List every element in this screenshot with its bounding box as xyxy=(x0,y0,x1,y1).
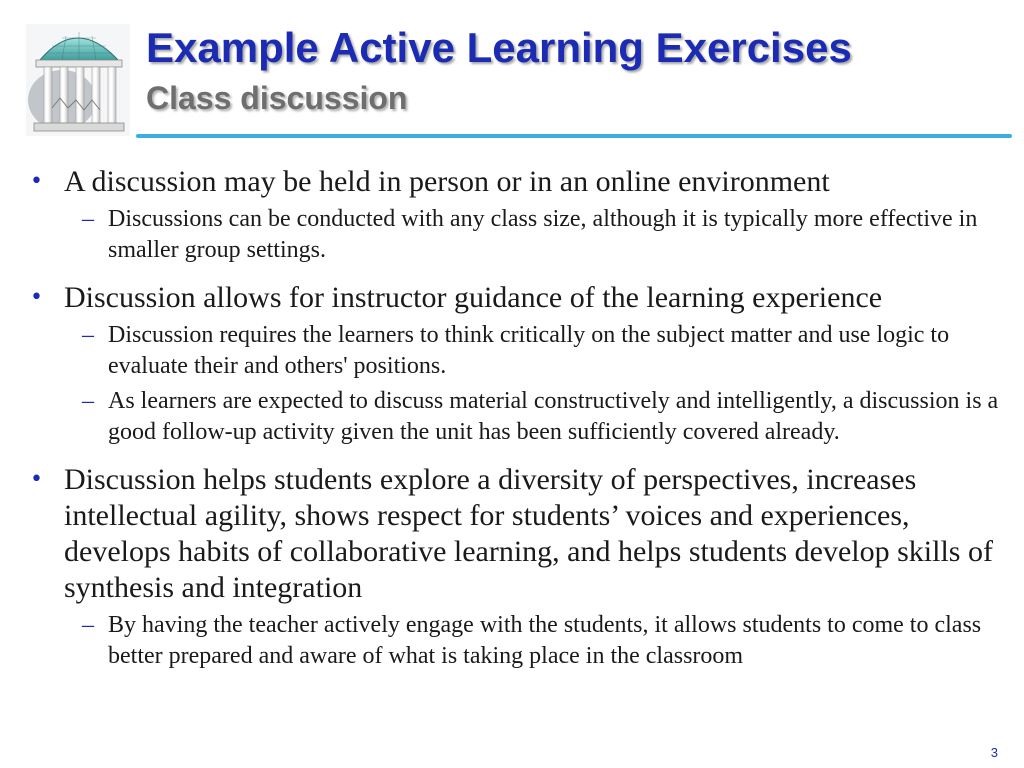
bullet-item xyxy=(28,280,1018,316)
bullet-text: Discussion helps students explore a diversity of perspectives, increases intellectual agility, shows respect for students’ voices and experiences, develops habits of collaborative learning, and helps students develop skills of synthesis and integration xyxy=(64,463,993,604)
page-title: Example Active Learning Exercises xyxy=(146,24,852,71)
old-well-rotunda-icon xyxy=(22,20,132,140)
sub-bullet-item xyxy=(28,386,1018,448)
sub-bullet-item xyxy=(28,320,1018,382)
sub-bullet-text: By having the teacher actively engage with the students, it allows students to come to class better prepared and aware of what is taking place in the classroom xyxy=(108,612,982,669)
sub-bullet-item xyxy=(28,610,1018,672)
bullet-text: Discussion allows for instructor guidance of the learning experience xyxy=(64,281,883,314)
bullet-item xyxy=(28,164,1018,200)
bullet-dot-icon: • xyxy=(30,285,43,310)
sub-bullet-text: As learners are expected to discuss material constructively and intelligently, a discussion is a good follow-up activity given the unit has been sufficiently covered already. xyxy=(108,388,999,445)
bullet-dot-icon: • xyxy=(30,467,43,492)
title-divider xyxy=(136,134,1012,138)
sub-bullet-item xyxy=(28,204,1018,266)
sub-bullet-text: Discussion requires the learners to think critically on the subject matter and use logic to evaluate their and others' positions. xyxy=(108,322,950,379)
dash-icon: – xyxy=(82,612,94,638)
bullet-dot-icon: • xyxy=(30,169,43,194)
dash-icon: – xyxy=(82,322,94,348)
dash-icon: – xyxy=(82,388,94,414)
page-subtitle: Class discussion xyxy=(146,80,408,116)
bullet-item xyxy=(28,462,1018,606)
page-number: 3 xyxy=(990,745,998,760)
bullet-text: A discussion may be held in person or in an online environment xyxy=(64,165,830,198)
bullet-list xyxy=(28,164,1018,672)
sub-bullet-text: Discussions can be conducted with any class size, although it is typically more effective in smaller group settings. xyxy=(108,206,978,263)
dash-icon: – xyxy=(82,206,94,232)
